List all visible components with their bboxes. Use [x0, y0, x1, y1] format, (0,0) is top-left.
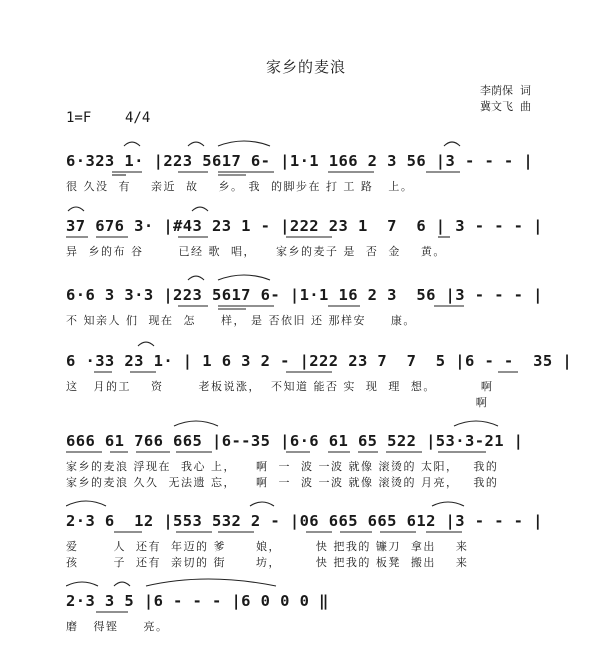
notes-line-2: 37 676 3· |#43 23 1 - |222 23 1 7 6 | 3 - - - | — [66, 217, 543, 235]
lyrics-line-6-verse-2: 孩 子 还有 亲切的 街 坊， 快 把我的 板凳 搬出 来 — [66, 556, 469, 569]
key-signature: 1=F 4/4 — [66, 110, 151, 126]
lyrics-line-2-verse-1: 异 乡的布 谷 已经 歌 唱， 家乡的麦子 是 否 金 黄。 — [66, 245, 446, 258]
lyrics-line-1-verse-1: 很 久没 有 亲近 故 乡。 我 的脚步在 打 工 路 上。 — [66, 180, 414, 193]
lyricist-credit: 李荫保 词 — [480, 84, 531, 97]
lyrics-line-6-verse-1: 爱 人 还有 年迈的 爹 娘， 快 把我的 镰刀 拿出 来 — [66, 540, 469, 553]
notes-line-5: 666 61 766 665 |6--35 |6·6 61 65 522 |53·3-21 | — [66, 432, 524, 450]
lyrics-line-5-verse-1: 家乡的麦浪 浮现在 我心 上， 啊 一 波 一波 就像 滚烫的 太阳， 我的 — [66, 460, 499, 473]
notes-line-3: 6·6 3 3·3 |223 5617 6- |1·1 16 2 3 56 |3 - - - | — [66, 286, 543, 304]
lyrics-line-7-verse-1: 磨 得铿 亮。 — [66, 620, 169, 633]
notes-line-6: 2·3 6 12 |553 532 2 - |06 665 665 612 |3 - - - | — [66, 512, 543, 530]
notes-line-1: 6·323 1· |223 5617 6- |1·1 166 2 3 56 |3 - - - | — [66, 152, 534, 170]
notes-line-7: 2·3 3 5 |6 - - - |6 0 0 0 ‖ — [66, 592, 329, 610]
lyrics-line-4-verse-2: 啊 — [66, 396, 489, 409]
lyrics-line-4-verse-1: 这 月的工 资 老板说涨， 不知道 能否 实 现 理 想。 啊 — [66, 380, 494, 393]
lyrics-line-3-verse-1: 不 知亲人 们 现在 怎 样， 是 否依旧 还 那样安 康。 — [66, 314, 416, 327]
song-title: 家乡的麦浪 — [265, 58, 346, 76]
notes-line-4: 6 ·33 23 1· | 1 6 3 2 - |222 23 7 7 5 |6 - - 35 | — [66, 352, 573, 370]
composer-credit: 冀文飞 曲 — [480, 100, 531, 113]
lyrics-line-5-verse-2: 家乡的麦浪 久久 无法遗 忘， 啊 一 波 一波 就像 滚烫的 月亮， 我的 — [66, 476, 499, 489]
